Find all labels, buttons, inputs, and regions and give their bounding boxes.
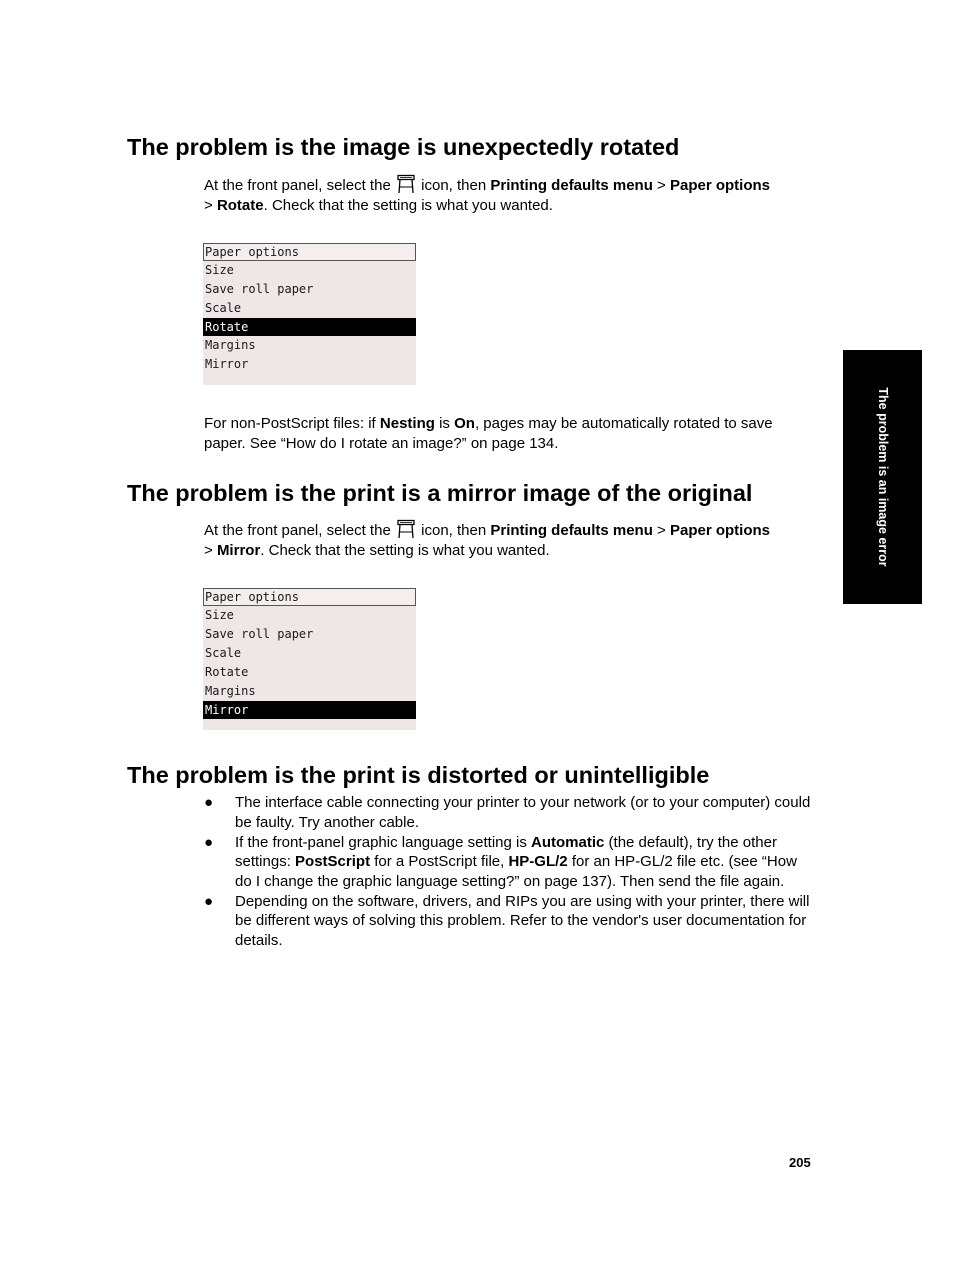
note-text: is xyxy=(439,415,450,432)
list-item xyxy=(204,833,816,892)
instruction-text: icon, then xyxy=(421,522,487,539)
instruction-text: . Check that the setting is what you wanted. xyxy=(263,196,553,214)
panel-item-save-roll-paper[interactable]: Save roll paper xyxy=(205,627,314,641)
separator: > xyxy=(657,177,666,194)
instruction-text: At the front panel, select the xyxy=(204,177,391,194)
instruction-text: At the front panel, select the xyxy=(204,522,391,539)
menu-name: Printing defaults menu xyxy=(490,177,653,194)
bullet-text: The interface cable connecting your printer to your network (or to your computer) could be faulty. Try another cable. xyxy=(235,794,811,831)
panel-item-mirror[interactable]: Mirror xyxy=(203,701,416,719)
front-panel-display-rotate xyxy=(203,243,416,385)
panel-item-scale[interactable]: Scale xyxy=(205,301,242,315)
separator: > xyxy=(204,541,213,559)
bullet-bold: PostScript xyxy=(295,853,371,870)
printer-icon xyxy=(395,519,417,539)
menu-name: Printing defaults menu xyxy=(490,522,653,539)
section-heading-rotated: The problem is the image is unexpectedly rotated xyxy=(127,134,680,160)
panel-item-rotate[interactable]: Rotate xyxy=(203,318,416,336)
separator: > xyxy=(657,522,666,539)
nesting-note xyxy=(204,414,816,453)
printer-icon xyxy=(395,174,417,194)
bullet-text: If the front-panel graphic language setting is xyxy=(235,833,527,851)
panel-item-size[interactable]: Size xyxy=(205,263,234,277)
panel-item-save-roll-paper[interactable]: Save roll paper xyxy=(205,282,314,296)
instruction-text: . Check that the setting is what you wanted. xyxy=(260,541,550,559)
panel-item-margins[interactable]: Margins xyxy=(205,338,256,352)
section-heading-mirror: The problem is the print is a mirror image of the original xyxy=(127,480,753,506)
front-panel-display-mirror xyxy=(203,588,416,730)
panel-title: Paper options xyxy=(203,588,416,606)
separator: > xyxy=(204,196,213,214)
instruction-text: icon, then xyxy=(421,177,487,194)
page-number: 205 xyxy=(789,1155,811,1170)
menu-item-name: Mirror xyxy=(216,541,261,559)
bullet-dot: ● xyxy=(204,794,214,811)
list-item xyxy=(204,892,816,951)
bullet-dot: ● xyxy=(204,892,214,910)
panel-item-rotate[interactable]: Rotate xyxy=(205,665,249,679)
submenu-name: Paper options xyxy=(669,177,770,194)
list-item xyxy=(204,793,816,832)
bullet-bold: Automatic xyxy=(531,833,605,851)
note-text: For non-PostScript files: if xyxy=(204,415,376,432)
instruction-rotate xyxy=(204,174,816,215)
panel-item-mirror[interactable]: Mirror xyxy=(205,357,249,371)
panel-title: Paper options xyxy=(203,243,416,261)
bullet-text: Depending on the software, drivers, and RIPs you are using with your printer, there will be different ways of solving this problem. Refer to the vendor's user documentation for details. xyxy=(235,892,810,949)
note-bold: On xyxy=(454,415,475,432)
panel-item-size[interactable]: Size xyxy=(205,608,234,622)
menu-item-name: Rotate xyxy=(216,196,264,214)
submenu-name: Paper options xyxy=(669,522,770,539)
note-bold: Nesting xyxy=(379,415,435,432)
bullet-text: for an HP-GL/2 file etc. (see “How do I change the graphic language setting?” on page 137). Then send the file again. xyxy=(235,853,797,890)
note-text: , pages may be automatically rotated to save paper. See “How do I rotate an image?” on page 134. xyxy=(204,415,773,452)
panel-item-scale[interactable]: Scale xyxy=(205,646,242,660)
chapter-side-tab xyxy=(843,350,922,604)
bullet-dot: ● xyxy=(204,833,214,851)
bullet-bold: HP-GL/2 xyxy=(508,853,568,870)
troubleshooting-list xyxy=(204,793,816,951)
instruction-mirror xyxy=(204,519,816,560)
side-tab-label: The problem is an image error xyxy=(875,387,890,567)
panel-item-margins[interactable]: Margins xyxy=(205,684,256,698)
bullet-text: for a PostScript file, xyxy=(374,853,505,870)
section-heading-distorted: The problem is the print is distorted or unintelligible xyxy=(127,762,710,788)
bullet-text: (the default), try the other settings: xyxy=(235,833,777,870)
